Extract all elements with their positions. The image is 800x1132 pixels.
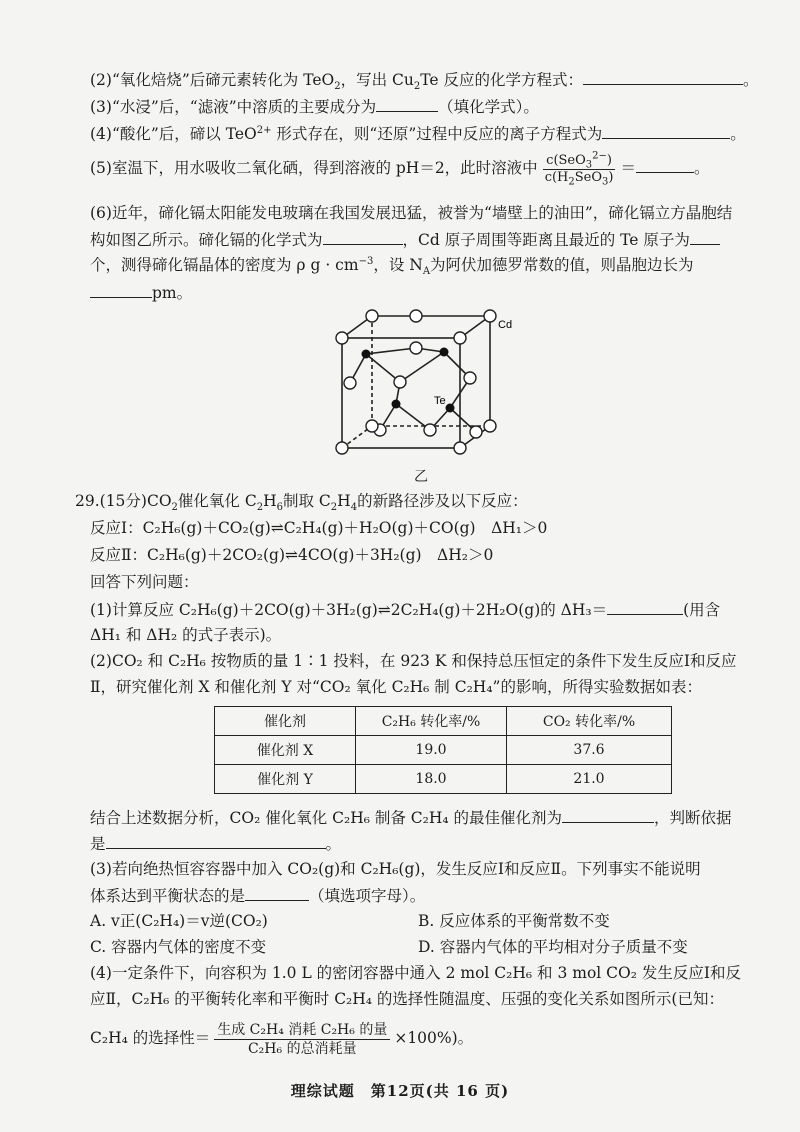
table-cell: 37.6 (507, 736, 672, 765)
answer-blank[interactable] (602, 122, 730, 139)
table-header: CO₂ 转化率/% (507, 707, 672, 736)
option-b: B. 反应体系的平衡常数不变 (418, 912, 610, 930)
part-1-cont: ΔH₁ 和 ΔH₂ 的式子表示)。 (90, 626, 282, 644)
part-2-line-2: Ⅱ，研究催化剂 X 和催化剂 Y 对“CO₂ 氧化 C₂H₆ 制 C₂H₄”的影响，所得实验数据如表： (90, 678, 702, 696)
answer-prompt: 回答下列问题： (90, 573, 199, 591)
question-29-header: 29.(15分)$CO_2$催化氧化 $C_2H_6$制取 $C_2H_4$的新路径涉及以下反应： (75, 492, 528, 514)
question-6-line-3: 个，测得碲化镉晶体的密度为 ρ $g \cdot cm^{-3}$，设 $N_A$为阿伏加德罗常数的值，则晶胞边长为 (90, 255, 694, 278)
question-3: (3)“水浸”后，“滤液”中溶质的主要成分为 （填化学式）。 (90, 95, 760, 118)
table-header: C₂H₆ 转化率/% (356, 707, 507, 736)
part-2-conclusion: 结合上述数据分析，CO₂ 催化氧化 C₂H₆ 制备 C₂H₄ 的最佳催化剂为 ，判断依据 (90, 806, 760, 829)
part-2-basis: 是 。 (90, 832, 760, 855)
answer-blank[interactable] (562, 806, 654, 823)
table-header-row (215, 707, 672, 736)
table-row (215, 736, 672, 765)
table-cell: 催化剂 X (215, 736, 356, 765)
answer-blank[interactable] (607, 598, 683, 615)
part-3-line-2: 体系达到平衡状态的是 （填选项字母）。 (90, 884, 760, 907)
table-cell: 18.0 (356, 765, 507, 794)
question-6-line-1: (6)近年，碲化镉太阳能发电玻璃在我国发展迅猛，被誉为“墙壁上的油田”，碲化镉立方晶胞结 (90, 204, 733, 222)
table-row (215, 765, 672, 794)
answer-blank[interactable] (90, 281, 152, 298)
reaction-1: 反应Ⅰ：C₂H₆(g)＋CO₂(g)⇌C₂H₄(g)＋H₂O(g)＋CO(g) ΔH₁＞0 (90, 519, 548, 537)
selectivity-formula: C₂H₄ 的选择性＝ $\frac{\text{生成 C₂H₄ 消耗 C₂H₆ 的量}}{\text{C₂H₆ 的总消耗量}}$ ×100%)。 (90, 1021, 474, 1057)
question-2: (2)“氧化焙烧”后碲元素转化为 TeO$_2$，写出 $Cu_2Te$ 反应的化学方程式： 。 (90, 68, 760, 91)
option-a: A. v正(C₂H₄)＝v逆(CO₂) (90, 912, 268, 930)
table-header: 催化剂 (215, 707, 356, 736)
concentration-ratio: $\frac{c(SeO_3^{2-})}{c(H_2SeO_3)}$ (544, 150, 614, 188)
question-5: (5)室温下，用水吸收二氧化硒，得到溶液的 pH＝2，此时溶液中 $\frac{c(SeO_3^{2-})}{c(H_2SeO_3)}$ ＝ 。 (90, 150, 710, 188)
answer-blank[interactable] (636, 156, 694, 173)
part-4-line-2: 应Ⅱ，C₂H₆ 的平衡转化率和平衡时 C₂H₄ 的选择性随温度、压强的变化关系如图所示(已知： (90, 990, 724, 1008)
answer-blank[interactable] (323, 228, 403, 245)
cd-label: Cd (498, 319, 513, 331)
part-1: (1)计算反应 C₂H₆(g)＋2CO(g)＋3H₂(g)⇌2C₂H₄(g)＋2H₂O(g)的 ΔH₃＝ (用含 (90, 598, 760, 621)
answer-blank[interactable] (106, 832, 326, 849)
answer-blank[interactable] (583, 68, 743, 85)
answer-blank[interactable] (690, 228, 720, 245)
crystal-cell-diagram (320, 308, 520, 478)
figure-caption: 乙 (414, 469, 428, 485)
question-4: (4)“酸化”后，碲以 TeO$^{2+}$ 形式存在，则“还原”过程中反应的离子方程式为 。 (90, 122, 760, 145)
part-3-line-1: (3)若向绝热恒容容器中加入 CO₂(g)和 C₂H₆(g)，发生反应Ⅰ和反应Ⅱ。下列事实不能说明 (90, 860, 701, 878)
part-4-line-1: (4)一定条件下，向容积为 1.0 L 的密闭容器中通入 2 mol C₂H₆ 和 3 mol CO₂ 发生反应Ⅰ和反 (90, 964, 742, 982)
catalyst-data-table (214, 706, 672, 794)
table-cell: 19.0 (356, 736, 507, 765)
table-cell: 21.0 (507, 765, 672, 794)
table-cell: 催化剂 Y (215, 765, 356, 794)
reaction-2: 反应Ⅱ：C₂H₆(g)＋2CO₂(g)⇌4CO(g)＋3H₂(g) ΔH₂＞0 (90, 546, 494, 564)
question-6-line-4: pm。 (90, 281, 760, 304)
question-6-line-2: 构如图乙所示。碲化镉的化学式为 ，Cd 原子周围等距离且最近的 Te 原子为 (90, 228, 760, 251)
option-d: D. 容器内气体的平均相对分子质量不变 (418, 938, 688, 956)
part-2-line-1: (2)CO₂ 和 C₂H₆ 按物质的量 1∶1 投料，在 923 K 和保持总压恒定的条件下发生反应Ⅰ和反应 (90, 652, 737, 670)
te-label: Te (434, 395, 446, 407)
option-c: C. 容器内气体的密度不变 (90, 938, 267, 956)
page-footer: 理综试题 第12页(共 16 页) (290, 1082, 510, 1100)
answer-blank[interactable] (245, 884, 309, 901)
answer-blank[interactable] (376, 95, 438, 112)
